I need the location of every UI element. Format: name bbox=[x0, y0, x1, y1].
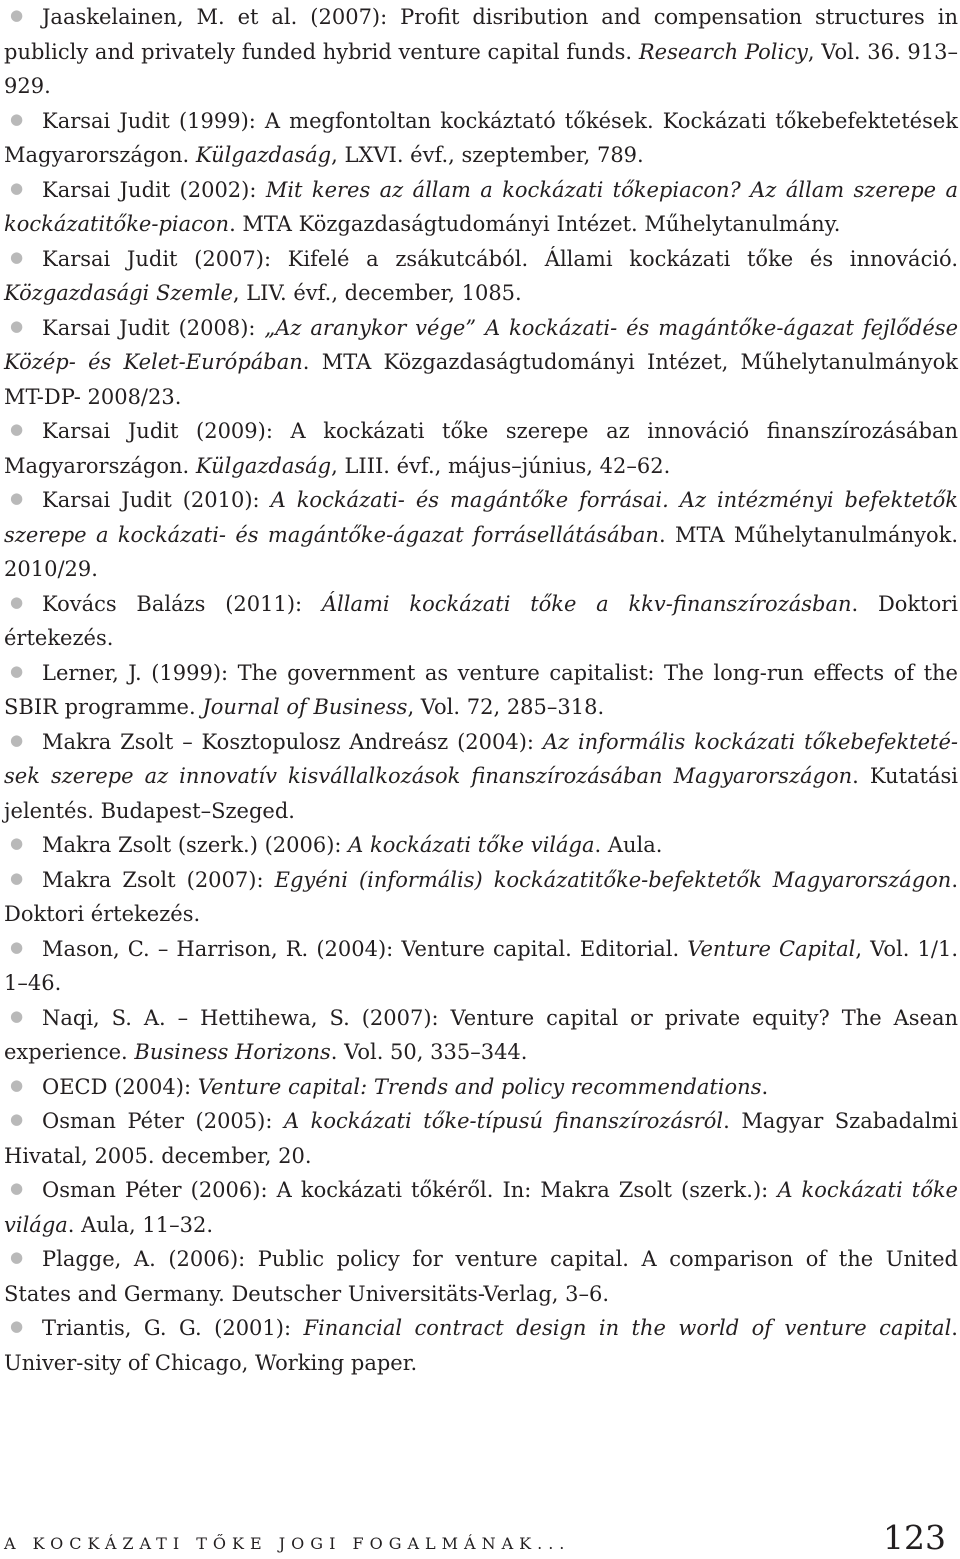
reference-title: Venture Capital bbox=[687, 936, 856, 961]
reference-text: . Doktori értekezés. bbox=[4, 867, 959, 926]
reference-title: Külgazdaság bbox=[195, 143, 332, 167]
bullet-icon bbox=[4, 1242, 42, 1277]
reference-text: . Doktori értekezés. bbox=[4, 591, 958, 650]
reference-text: . MTA Műhelytanulmányok. 2010/29. bbox=[4, 522, 958, 581]
reference-title: A kockázati tőke világa bbox=[348, 833, 595, 857]
bullet-icon bbox=[4, 1311, 42, 1346]
reference-title: Közgazdasági Szemle bbox=[4, 281, 233, 305]
bullet-icon bbox=[4, 1001, 42, 1036]
reference-item bbox=[4, 1242, 958, 1311]
reference-title: A kockázati- és magántőke forrásai. Az intézményi befektetők szerepe a kockázati- és magántőke-ágazat forrásellátásában bbox=[4, 488, 959, 547]
reference-item bbox=[4, 587, 958, 656]
reference-item bbox=[4, 173, 958, 242]
reference-text: Makra Zsolt (2007): bbox=[42, 867, 275, 892]
reference-text: Karsai Judit (2008): bbox=[42, 315, 265, 340]
reference-title: Az informális kockázati tőkebefekteté-sek szerepe az innovatív kisvállalkozások finanszírozásában Magyarországon bbox=[4, 729, 958, 788]
reference-text: Makra Zsolt – Kosztopulosz Andreász (2004): bbox=[42, 729, 543, 754]
reference-title: Mit keres az állam a kockázati tőkepiacon? Az állam szerepe a kockázatitőke-piacon bbox=[4, 177, 958, 236]
reference-text: . Magyar Szabadalmi Hivatal, 2005. december, 20. bbox=[4, 1109, 958, 1168]
reference-text: , Vol. 36. 913–929. bbox=[4, 39, 958, 98]
reference-title: A kockázati tőke világa bbox=[4, 1178, 958, 1237]
reference-title: Research Policy bbox=[638, 39, 808, 64]
reference-item bbox=[4, 932, 958, 1001]
reference-text: Karsai Judit (2009): A kockázati tőke szerepe az innováció finanszírozásában Magyarországon. bbox=[4, 419, 958, 478]
bullet-icon bbox=[4, 0, 42, 35]
reference-text: . Kutatási jelentés. Budapest–Szeged. bbox=[4, 764, 958, 823]
reference-title: Egyéni (informális) kockázatitőke-befektetők Magyarországon bbox=[274, 867, 952, 892]
reference-text: . bbox=[761, 1074, 769, 1099]
reference-text: , LIII. évf., május–június, 42–62. bbox=[331, 453, 671, 478]
reference-item bbox=[4, 828, 958, 863]
reference-title: Financial contract design in the world of venture capital bbox=[303, 1316, 952, 1340]
reference-title: A kockázati tőke-típusú finanszírozásról bbox=[283, 1109, 724, 1133]
bullet-icon bbox=[4, 1070, 42, 1105]
reference-text: . MTA Közgazdaságtudományi Intézet. Műhelytanulmány. bbox=[229, 212, 841, 236]
reference-text: Osman Péter (2006): A kockázati tőkéről. In: Makra Zsolt (szerk.): bbox=[42, 1178, 778, 1202]
bullet-icon bbox=[4, 828, 42, 863]
reference-item bbox=[4, 1311, 958, 1380]
reference-text: Makra Zsolt (szerk.) (2006): bbox=[42, 833, 349, 857]
reference-item bbox=[4, 1173, 958, 1242]
reference-text: . Aula. bbox=[594, 833, 663, 857]
bullet-icon bbox=[4, 656, 42, 691]
reference-text: Lerner, J. (1999): The government as venture capitalist: The long-run effects of the SBIR programme. bbox=[4, 660, 958, 719]
bullet-icon bbox=[4, 242, 42, 277]
page-number: 123 bbox=[883, 1518, 946, 1557]
reference-title: Állami kockázati tőke a kkv-finanszírozásban bbox=[321, 591, 852, 616]
reference-text: Karsai Judit (2002): bbox=[42, 177, 266, 202]
reference-text: , LIV. évf., december, 1085. bbox=[232, 281, 522, 305]
running-title: A KOCKÁZATI TŐKE JOGI FOGALMÁNAK... bbox=[4, 1534, 571, 1553]
page-footer bbox=[4, 1515, 946, 1559]
reference-item bbox=[4, 863, 958, 932]
reference-item bbox=[4, 656, 958, 725]
reference-text: . Aula, 11–32. bbox=[67, 1212, 214, 1237]
reference-text: Plagge, A. (2006): Public policy for venture capital. A comparison of the United States and Germany. Deutscher Universitäts-Verlag, 3–6. bbox=[4, 1247, 958, 1306]
reference-title: „Az aranykor vége” A kockázati- és magántőke-ágazat fejlődése Közép- és Kelet-Európában bbox=[4, 315, 959, 374]
reference-text: Karsai Judit (2007): Kifelé a zsákutcából. Állami kockázati tőke és innováció. bbox=[42, 246, 958, 271]
reference-text: . MTA Közgazdaságtudományi Intézet, Műhelytanulmányok MT-DP- 2008/23. bbox=[4, 350, 958, 409]
reference-title: Venture capital: Trends and policy recommendations bbox=[197, 1074, 762, 1099]
reference-text: , Vol. 1/1. 1–46. bbox=[4, 936, 958, 995]
reference-item bbox=[4, 725, 958, 829]
bullet-icon bbox=[4, 483, 42, 518]
reference-item bbox=[4, 483, 958, 587]
reference-item bbox=[4, 104, 958, 173]
reference-text: Karsai Judit (2010): bbox=[42, 488, 271, 512]
reference-text: , LXVI. évf., szeptember, 789. bbox=[331, 143, 644, 167]
bullet-icon bbox=[4, 1173, 42, 1208]
reference-text: Triantis, G. G. (2001): bbox=[42, 1316, 304, 1340]
reference-title: Külgazdaság bbox=[195, 453, 332, 478]
bullet-icon bbox=[4, 725, 42, 760]
reference-text: Osman Péter (2005): bbox=[42, 1109, 284, 1133]
bullet-icon bbox=[4, 104, 42, 139]
reference-item bbox=[4, 242, 958, 311]
reference-text: Kovács Balázs (2011): bbox=[42, 591, 322, 616]
reference-text: Jaaskelainen, M. et al. (2007): Profit disribution and compensation structures in publicly and privately funded hybrid venture capital funds. bbox=[4, 5, 958, 64]
bullet-icon bbox=[4, 1104, 42, 1139]
bullet-icon bbox=[4, 173, 42, 208]
reference-text: Karsai Judit (1999): A megfontoltan kockáztató tőkések. Kockázati tőkebefektetések Magyarországon. bbox=[4, 108, 958, 167]
bullet-icon bbox=[4, 414, 42, 449]
reference-item bbox=[4, 414, 958, 483]
reference-text: , Vol. 72, 285–318. bbox=[407, 695, 605, 719]
bullet-icon bbox=[4, 587, 42, 622]
reference-text: Naqi, S. A. – Hettihewa, S. (2007): Venture capital or private equity? The Asean experience. bbox=[4, 1005, 958, 1064]
reference-text: . Univer-sity of Chicago, Working paper. bbox=[4, 1316, 958, 1375]
reference-text: OECD (2004): bbox=[42, 1074, 198, 1099]
reference-list bbox=[4, 0, 958, 1380]
reference-item bbox=[4, 1001, 958, 1070]
reference-item bbox=[4, 0, 958, 104]
reference-item bbox=[4, 311, 958, 415]
reference-title: Business Horizons bbox=[134, 1040, 331, 1064]
bullet-icon bbox=[4, 932, 42, 967]
reference-item bbox=[4, 1104, 958, 1173]
reference-text: . Vol. 50, 335–344. bbox=[330, 1040, 528, 1064]
reference-title: Journal of Business bbox=[202, 695, 408, 719]
reference-text: Mason, C. – Harrison, R. (2004): Venture capital. Editorial. bbox=[42, 936, 688, 961]
bullet-icon bbox=[4, 863, 42, 898]
reference-item bbox=[4, 1070, 958, 1105]
bullet-icon bbox=[4, 311, 42, 346]
